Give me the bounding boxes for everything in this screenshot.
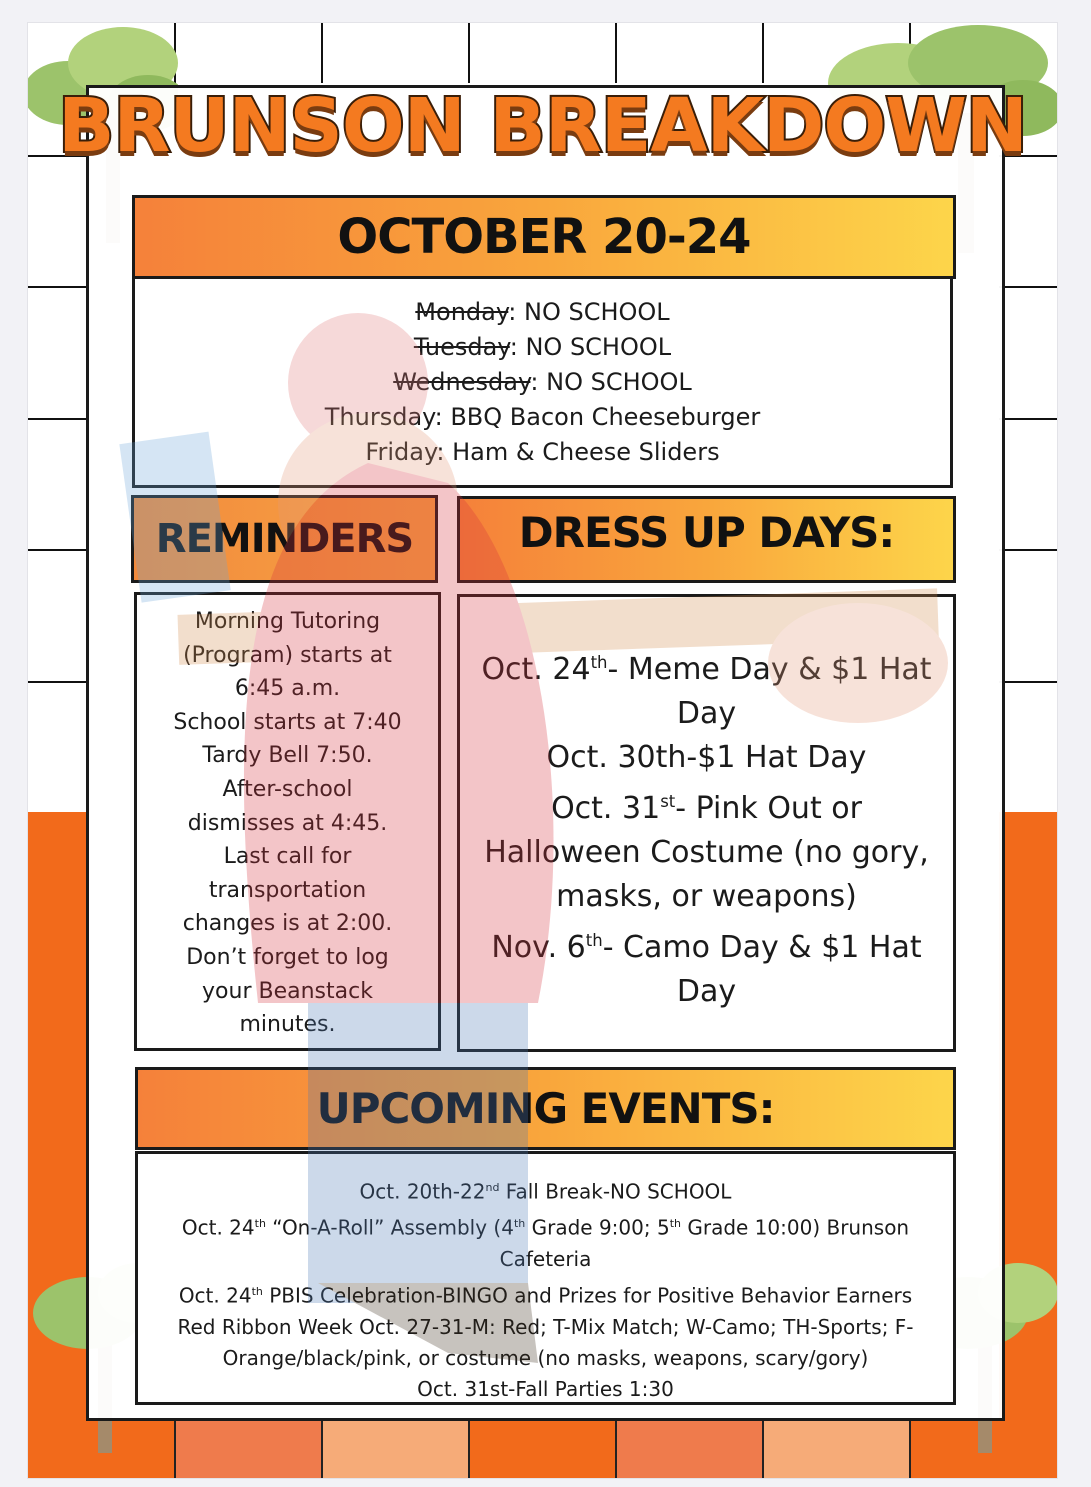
event-text: “On-A-Roll” Assembly (4 xyxy=(265,1215,514,1240)
ordinal-suffix: th xyxy=(669,1217,681,1231)
event-text: Oct. 24 xyxy=(178,1283,252,1308)
event-text: PBIS Celebration-BINGO and Prizes for Positive Behavior Earners xyxy=(262,1283,913,1308)
dress-up-header xyxy=(457,496,956,583)
dress-up-text: - Pink Out or xyxy=(675,791,862,826)
dress-up-item xyxy=(460,919,953,970)
reminder-line: Last call for xyxy=(223,844,352,870)
bottom-cell xyxy=(615,1418,764,1478)
dress-up-list xyxy=(460,597,953,1014)
menu-item-monday xyxy=(135,295,950,330)
dress-up-item-cont: masks, or weapons) xyxy=(556,879,857,914)
menu-food: : NO SCHOOL xyxy=(508,298,670,326)
event-text: Grade 9:00; 5 xyxy=(525,1215,670,1240)
bottom-cell xyxy=(321,1418,470,1478)
grid-line xyxy=(999,549,1057,551)
grid-line xyxy=(999,681,1057,683)
ordinal-suffix: st xyxy=(660,792,676,811)
grid-line xyxy=(615,23,617,83)
menu-day: Thursday xyxy=(324,403,435,431)
grid-line xyxy=(999,418,1057,420)
dress-up-box xyxy=(457,594,956,1052)
dress-up-item xyxy=(460,780,953,831)
reminder-line: your Beanstack xyxy=(202,978,373,1004)
ordinal-suffix: nd xyxy=(485,1181,500,1194)
menu-day: Friday xyxy=(365,438,437,466)
ordinal-suffix: th xyxy=(513,1217,526,1231)
menu-food: : NO SCHOOL xyxy=(530,368,692,396)
event-item-cont: Cafeteria xyxy=(499,1247,592,1272)
reminder-line: dismisses at 4:45. xyxy=(187,810,388,836)
reminder-line: Tardy Bell 7:50. xyxy=(202,743,373,769)
event-item: Oct. 31st-Fall Parties 1:30 xyxy=(417,1377,674,1402)
dress-up-date: Nov. 6 xyxy=(491,930,586,965)
lunch-menu xyxy=(135,279,950,470)
reminder-line: Morning Tutoring xyxy=(194,609,381,634)
reminder-line: transportation xyxy=(208,877,367,903)
ordinal-suffix: th xyxy=(590,653,608,672)
grid-line xyxy=(321,23,323,83)
menu-item-tuesday xyxy=(135,330,950,365)
dress-up-date: Oct. 31 xyxy=(551,791,661,826)
reminder-line: Don’t forget to log xyxy=(186,944,389,970)
reminder-line: minutes. xyxy=(239,1012,336,1038)
menu-food: : Ham & Cheese Sliders xyxy=(436,438,720,466)
week-header xyxy=(132,195,956,279)
events-box xyxy=(135,1151,956,1405)
menu-day: Tuesday xyxy=(413,333,510,361)
event-item xyxy=(138,1208,953,1244)
event-text: Grade 10:00) Brunson xyxy=(680,1215,910,1240)
events-header-label: UPCOMING EVENTS: xyxy=(316,1084,775,1133)
reminder-line: School starts at 7:40 xyxy=(173,709,402,735)
reminder-line: After-school xyxy=(222,776,353,802)
menu-food: : BBQ Bacon Cheeseburger xyxy=(434,403,761,431)
reminders-box xyxy=(134,592,441,1051)
ordinal-suffix: th xyxy=(585,931,603,950)
event-item: Red Ribbon Week Oct. 27-31-M: Red; T-Mix Match; W-Camo; TH-Sports; F- xyxy=(177,1314,914,1339)
grid-line xyxy=(468,23,470,83)
event-item xyxy=(138,1276,953,1312)
reminders-header xyxy=(131,495,438,583)
dress-up-date: Oct. 24 xyxy=(481,652,591,687)
dress-up-item: Oct. 30th-$1 Hat Day xyxy=(546,740,867,775)
menu-item-friday xyxy=(135,435,950,470)
flyer-page xyxy=(27,22,1058,1479)
reminder-line: 6:45 a.m. xyxy=(234,676,341,702)
grid-line xyxy=(762,23,764,83)
event-text: Fall Break-NO SCHOOL xyxy=(499,1179,732,1204)
week-header-label: OCTOBER 20-24 xyxy=(337,209,751,265)
dress-up-item-cont: Halloween Costume (no gory, xyxy=(484,835,929,870)
bottom-cell xyxy=(174,1418,323,1478)
dress-up-item-cont: Day xyxy=(676,974,737,1009)
dress-up-item-cont: Day xyxy=(676,696,737,731)
dress-up-text: - Camo Day & $1 Hat xyxy=(602,930,922,965)
reminders-header-label: REMINDERS xyxy=(155,516,414,562)
menu-food: : NO SCHOOL xyxy=(509,333,672,361)
grid-line xyxy=(28,681,86,683)
dress-up-text: - Meme Day & $1 Hat xyxy=(607,652,932,687)
grid-line xyxy=(28,418,86,420)
event-text: Oct. 24 xyxy=(181,1215,255,1240)
event-item xyxy=(138,1172,953,1208)
dress-up-item xyxy=(460,641,953,692)
reminders-list xyxy=(137,595,438,1042)
grid-line xyxy=(28,286,86,288)
dress-up-header-label: DRESS UP DAYS: xyxy=(518,508,895,557)
event-item-cont: Orange/black/pink, or costume (no masks, weapons, scary/gory) xyxy=(222,1346,869,1370)
events-list xyxy=(138,1154,953,1406)
event-text: Oct. 20th-22 xyxy=(359,1179,486,1204)
bottom-cell xyxy=(468,1418,617,1478)
reminder-line: (Program) starts at xyxy=(183,642,392,668)
menu-item-wednesday xyxy=(135,365,950,400)
ordinal-suffix: th xyxy=(251,1284,263,1298)
events-header xyxy=(135,1067,956,1150)
grid-line xyxy=(999,286,1057,288)
lunch-menu-box xyxy=(132,276,953,488)
menu-day: Wednesday xyxy=(393,368,531,396)
menu-day: Monday xyxy=(415,298,509,326)
reminder-line: changes is at 2:00. xyxy=(182,911,393,937)
newsletter-title: BRUNSON BREAKDOWN xyxy=(58,83,1027,169)
grid-line xyxy=(28,549,86,551)
menu-item-thursday xyxy=(135,400,950,435)
ordinal-suffix: th xyxy=(254,1217,266,1231)
